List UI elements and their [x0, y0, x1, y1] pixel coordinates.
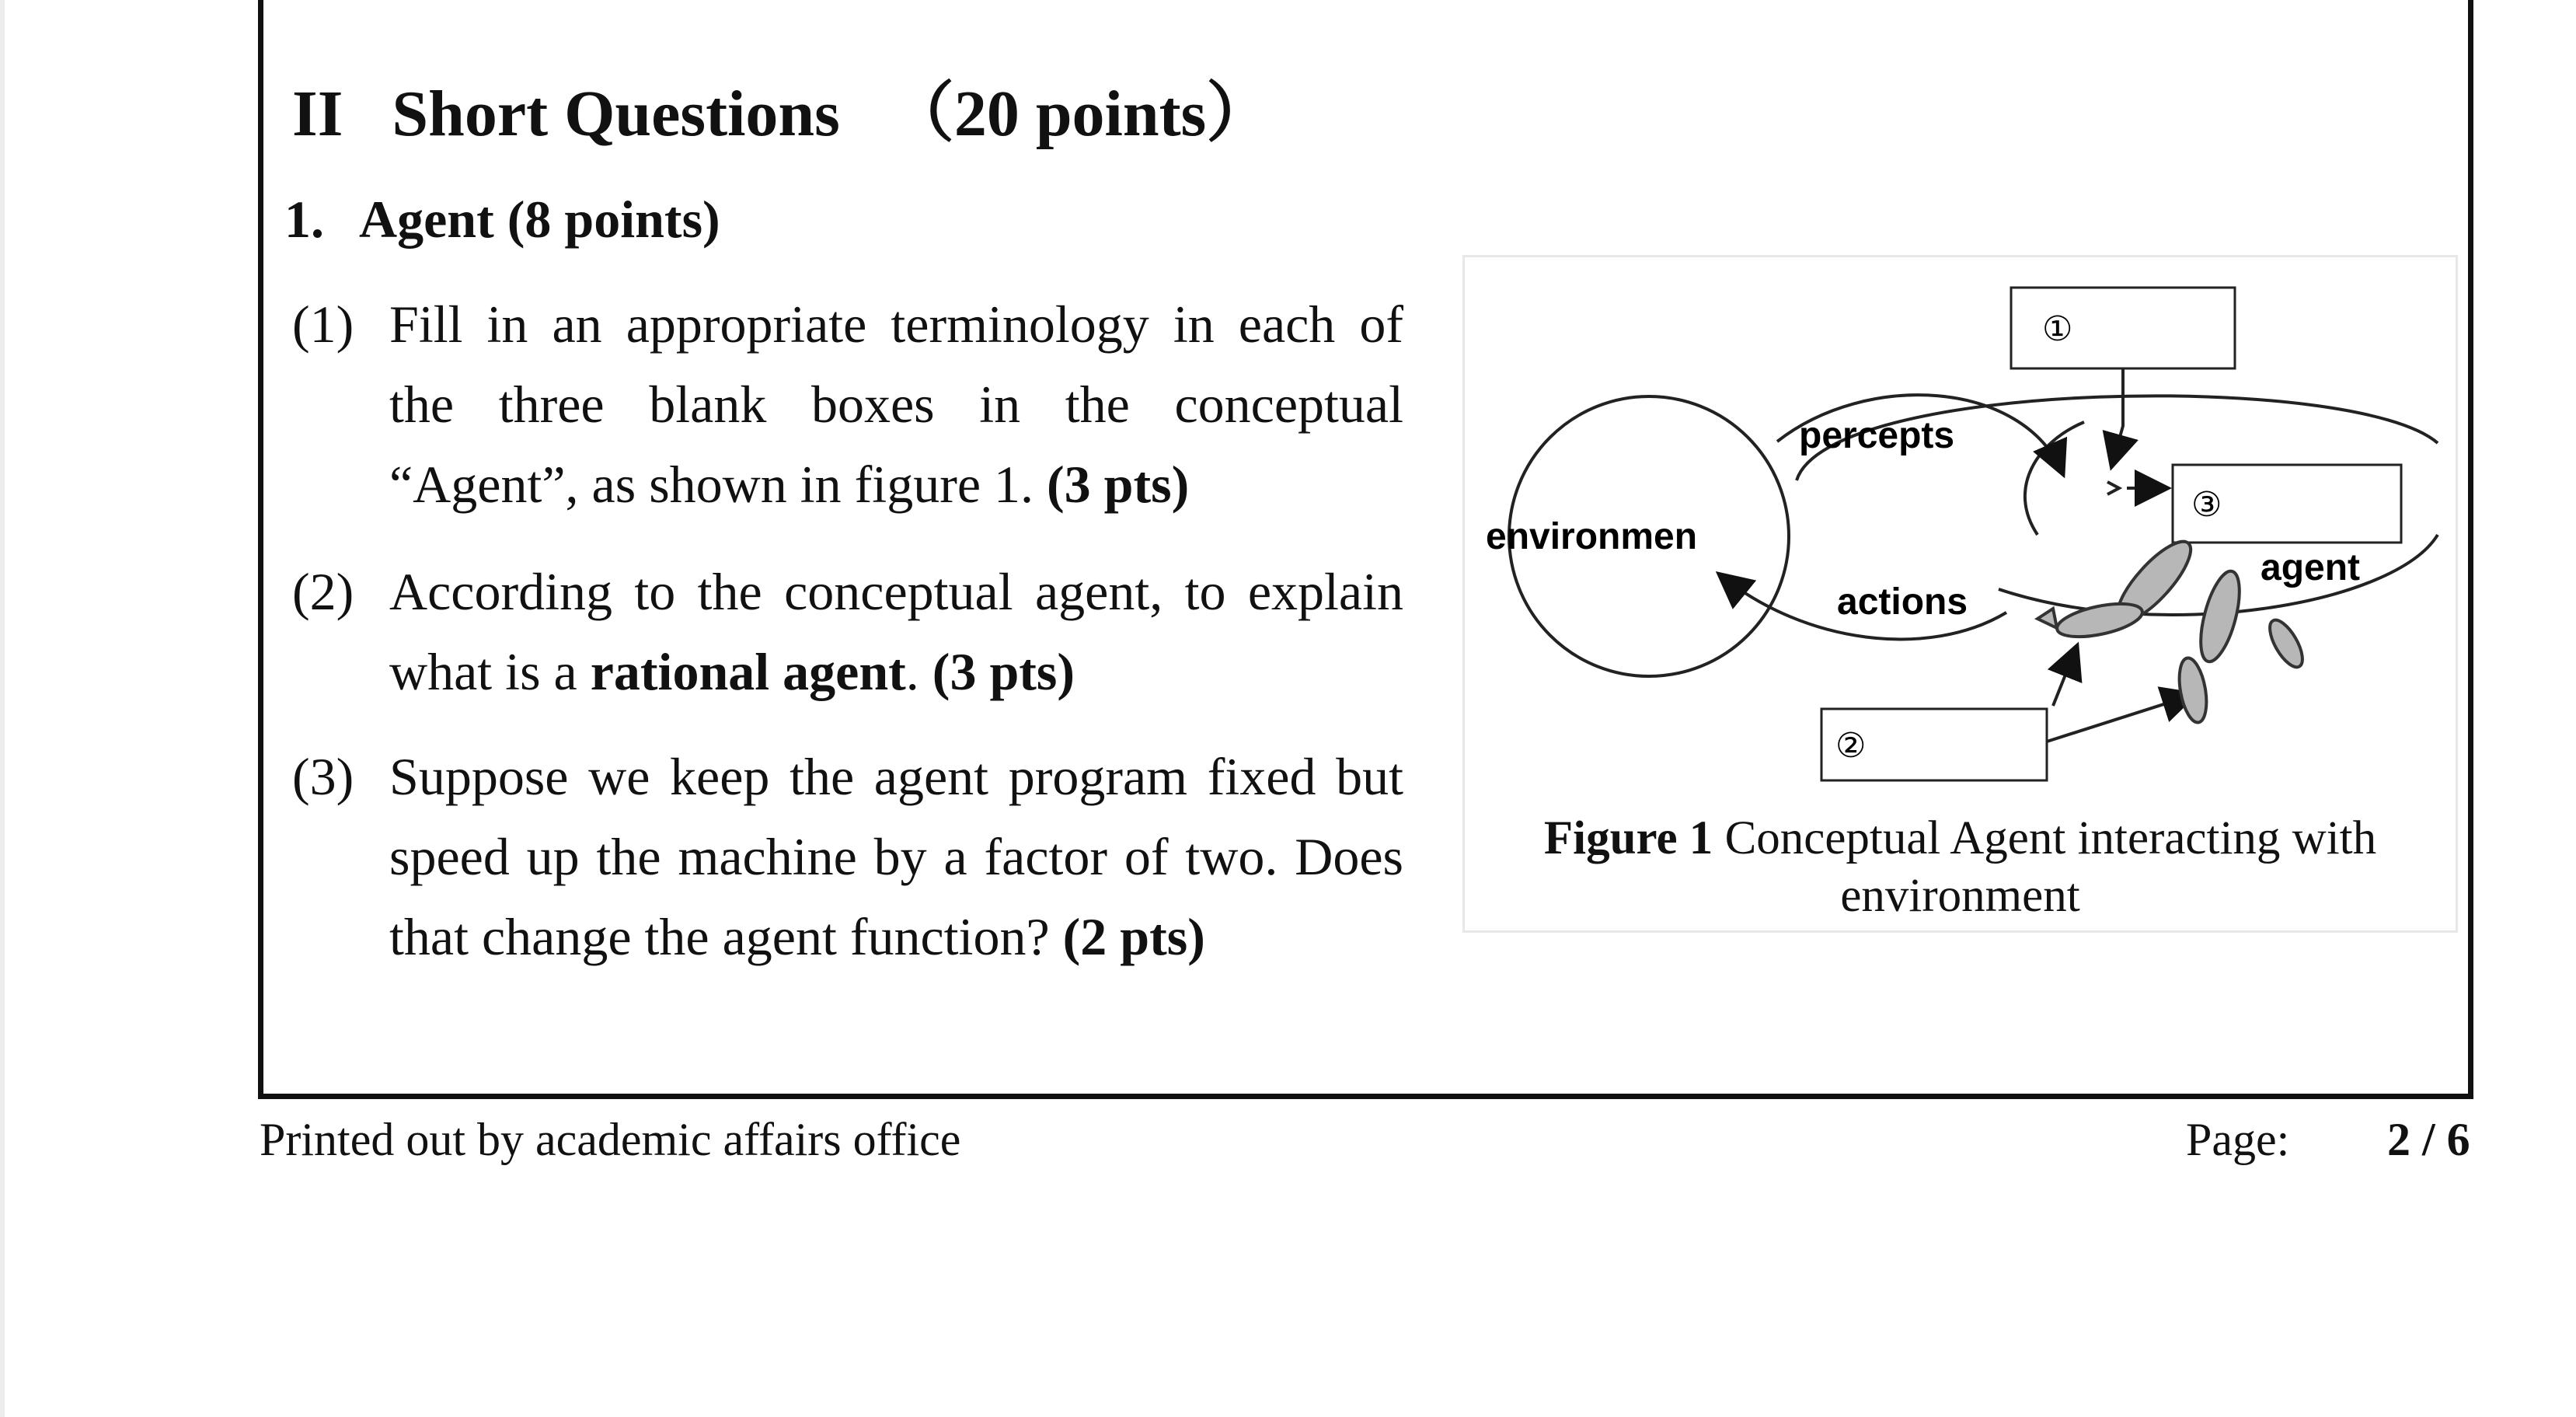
box-3-number: ③	[2191, 485, 2222, 525]
points-label: (2 pts)	[1062, 907, 1205, 966]
box-2-arrow-up	[2053, 647, 2076, 706]
sub-question-3	[292, 737, 1403, 977]
agent-ellipse-left	[2025, 422, 2084, 535]
section-title: II Short Questions （20 points）	[292, 78, 1272, 150]
sub-question-text	[389, 552, 1403, 712]
box-2-arrow-right	[2047, 695, 2193, 742]
sub-question-2	[292, 552, 1403, 712]
agent-label: agent	[2261, 547, 2361, 588]
footer-printed-by: Printed out by academic affairs office	[260, 1114, 961, 1165]
points-label: (3 pts)	[1047, 455, 1190, 514]
question-title: Agent (8 points)	[359, 190, 720, 249]
sub-question-body: Suppose we keep the agent program fixed but speed up the machine by a factor of two. Does that change the agent function?	[389, 747, 1403, 966]
sub-question-1	[292, 284, 1403, 525]
sensor-glyph	[2107, 482, 2119, 494]
page-left-edge	[0, 0, 5, 1417]
actions-label: actions	[1837, 581, 1968, 623]
figure-caption-text: Conceptual Agent interacting with environment	[1713, 812, 2377, 922]
box-1-number: ①	[2042, 309, 2073, 349]
question-number: 1.	[284, 190, 324, 249]
percepts-label: percepts	[1799, 415, 1955, 456]
sub-question-number: (3)	[292, 747, 354, 806]
sub-question-text	[389, 737, 1403, 977]
sub-question-number: (1)	[292, 295, 354, 354]
sub-question-body: Fill in an appropriate terminology in each of the three blank boxes in the conceptual “Agent”, as shown in figure 1.	[389, 295, 1403, 514]
sub-question-body: According to the conceptual agent, to explain what is a	[389, 562, 1403, 701]
box-1-arrow	[2112, 368, 2123, 465]
points-label: (3 pts)	[932, 642, 1075, 701]
agent-diagram	[1462, 255, 2458, 799]
sub-question-body-end: .	[905, 642, 932, 701]
key-term: rational agent	[590, 642, 906, 701]
footer-page-number: 2 / 6	[2387, 1114, 2470, 1165]
sub-question-number: (2)	[292, 562, 354, 621]
footer-page-label: Page:	[2186, 1114, 2290, 1165]
environment-label: environmen	[1486, 516, 1698, 557]
sub-question-text	[389, 284, 1403, 525]
box-2-number: ②	[1835, 726, 1867, 766]
figure-caption	[1476, 810, 2444, 925]
figure-number: Figure 1	[1543, 812, 1713, 864]
question-heading	[284, 189, 720, 250]
